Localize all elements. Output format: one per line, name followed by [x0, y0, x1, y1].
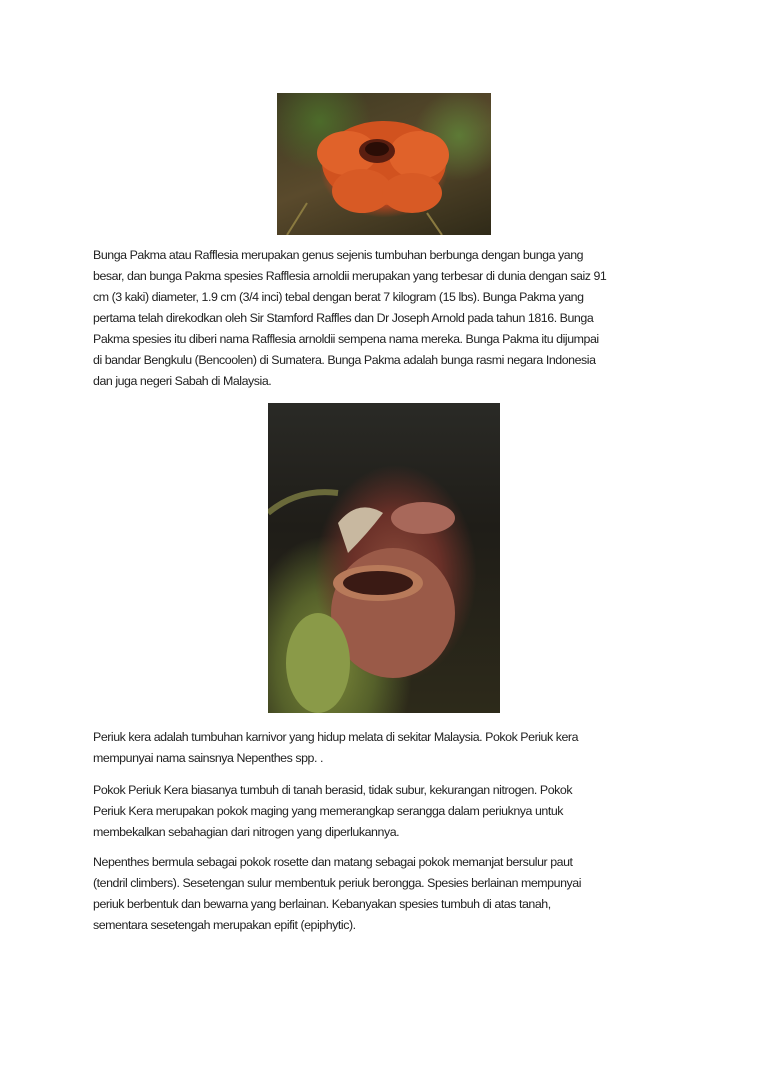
text-line: Nepenthes bermula sebagai pokok rosette dan matang sebagai pokok memanjat bersulur paut	[93, 855, 573, 869]
text-line: pertama telah direkodkan oleh Sir Stamford Raffles dan Dr Joseph Arnold pada tahun 1816. Bunga	[93, 311, 594, 325]
text-line: besar, dan bunga Pakma spesies Rafflesia arnoldii merupakan yang terbesar di dunia dengan saiz 91	[93, 269, 607, 283]
paragraph-periuk-kera-intro	[93, 727, 683, 769]
nepenthes-pitcher-plant-image	[268, 403, 500, 713]
text-line: cm (3 kaki) diameter, 1.9 cm (3/4 inci) tebal dengan berat 7 kilogram (15 lbs). Bunga Pakma yang	[93, 290, 584, 304]
text-line: Periuk kera adalah tumbuhan karnivor yang hidup melata di sekitar Malaysia. Pokok Periuk kera	[93, 730, 579, 744]
text-line: di bandar Bengkulu (Bencoolen) di Sumatera. Bunga Pakma adalah bunga rasmi negara Indonesia	[93, 353, 596, 367]
text-line: (tendril climbers). Sesetengan sulur membentuk periuk berongga. Spesies berlainan mempunyai	[93, 876, 581, 890]
text-line: membekalkan sebahagian dari nitrogen yang diperlukannya.	[93, 825, 400, 839]
rafflesia-illustration	[277, 93, 491, 235]
text-line: periuk berbentuk dan bewarna yang berlainan. Kebanyakan spesies tumbuh di atas tanah,	[93, 897, 551, 911]
text-line: Pakma spesies itu diberi nama Rafflesia arnoldii sempena nama mereka. Bunga Pakma itu dijumpai	[93, 332, 599, 346]
nepenthes-illustration	[268, 403, 500, 713]
text-line: Pokok Periuk Kera biasanya tumbuh di tanah berasid, tidak subur, kekurangan nitrogen. Pokok	[93, 783, 573, 797]
paragraph-nepenthes-growth	[93, 852, 683, 936]
rafflesia-flower-image	[277, 93, 491, 235]
text-line: Bunga Pakma atau Rafflesia merupakan genus sejenis tumbuhan berbunga dengan bunga yang	[93, 248, 584, 262]
paragraph-periuk-kera-habitat	[93, 780, 683, 843]
text-line: sementara sesetengah merupakan epifit (epiphytic).	[93, 918, 356, 932]
text-line: dan juga negeri Sabah di Malaysia.	[93, 374, 272, 388]
text-line: mempunyai nama sainsnya Nepenthes spp. .	[93, 751, 323, 765]
paragraph-rafflesia	[93, 245, 683, 392]
text-line: Periuk Kera merupakan pokok maging yang memerangkap serangga dalam periuknya untuk	[93, 804, 564, 818]
